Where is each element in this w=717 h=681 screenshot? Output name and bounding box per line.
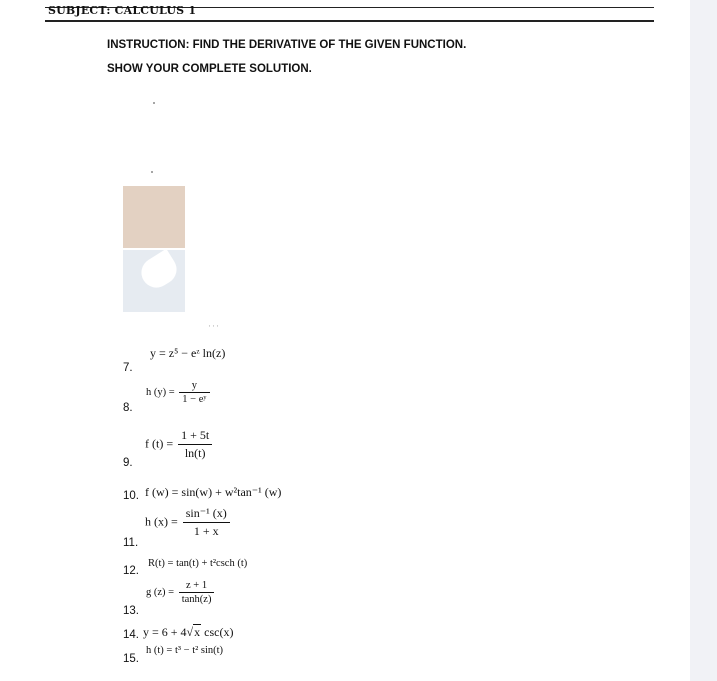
equation-lhs: h (x) = (145, 514, 178, 529)
problem-number: 8. (123, 402, 133, 414)
denominator: 1 − eʸ (179, 392, 209, 405)
fraction (179, 380, 209, 405)
denominator: 1 + x (183, 522, 230, 539)
problem-11-equation (145, 506, 232, 539)
fraction (178, 428, 212, 461)
numerator: y (191, 380, 198, 391)
problem-9-equation (145, 428, 214, 461)
numerator: 1 + 5t (181, 428, 210, 442)
equation-lhs: g (z) = (146, 586, 175, 598)
problem-number: 15. (123, 653, 139, 665)
problem-number: 13. (123, 605, 139, 617)
problem-10-equation: f (w) = sin(w) + w²tan⁻¹ (w) (145, 485, 282, 499)
equation-lhs: h (y) = (146, 386, 175, 398)
numerator: z + 1 (186, 580, 208, 591)
problem-number: 12. (123, 565, 139, 577)
problem-13-equation (146, 580, 216, 605)
fraction (183, 506, 230, 539)
problem-7-equation: y = z⁵ − eᶻ ln(z) (150, 346, 226, 360)
problem-number: 10. (123, 490, 139, 502)
problem-number: 11. (123, 537, 139, 549)
problem-14-equation: y = 6 + 4√x csc(x) (143, 625, 234, 639)
problem-number: 14. (123, 629, 139, 641)
numerator: sin⁻¹ (x) (185, 506, 227, 520)
problem-12-equation: R(t) = tan(t) + t²csch (t) (148, 558, 248, 569)
stray-mark (151, 171, 153, 173)
instruction-line-solution: SHOW YOUR COMPLETE SOLUTION. (107, 63, 312, 75)
problem-8-equation (146, 380, 212, 405)
problem-number: 9. (123, 457, 133, 469)
equation-rhs: csc(x) (201, 625, 234, 639)
faint-dots: ··· (208, 321, 220, 331)
instruction-line: INSTRUCTION: FIND THE DERIVATIVE OF THE GIVEN FUNCTION. (107, 39, 467, 51)
image-block-bottom (123, 250, 185, 312)
stray-mark (153, 102, 155, 104)
problem-15-equation: h (t) = t³ − t² sin(t) (146, 645, 224, 656)
problem-number: 7. (123, 362, 133, 374)
subject-heading: SUBJECT: CALCULUS 1 (48, 4, 197, 17)
denominator: tanh(z) (179, 592, 215, 605)
image-block-top (123, 186, 185, 248)
radicand: x (194, 625, 201, 639)
equation-lhs: f (t) = (145, 436, 174, 451)
header-rule-bottom (45, 20, 654, 22)
fraction (179, 580, 215, 605)
denominator: ln(t) (178, 444, 212, 461)
equation-lhs: y = 6 + 4 (143, 625, 187, 639)
